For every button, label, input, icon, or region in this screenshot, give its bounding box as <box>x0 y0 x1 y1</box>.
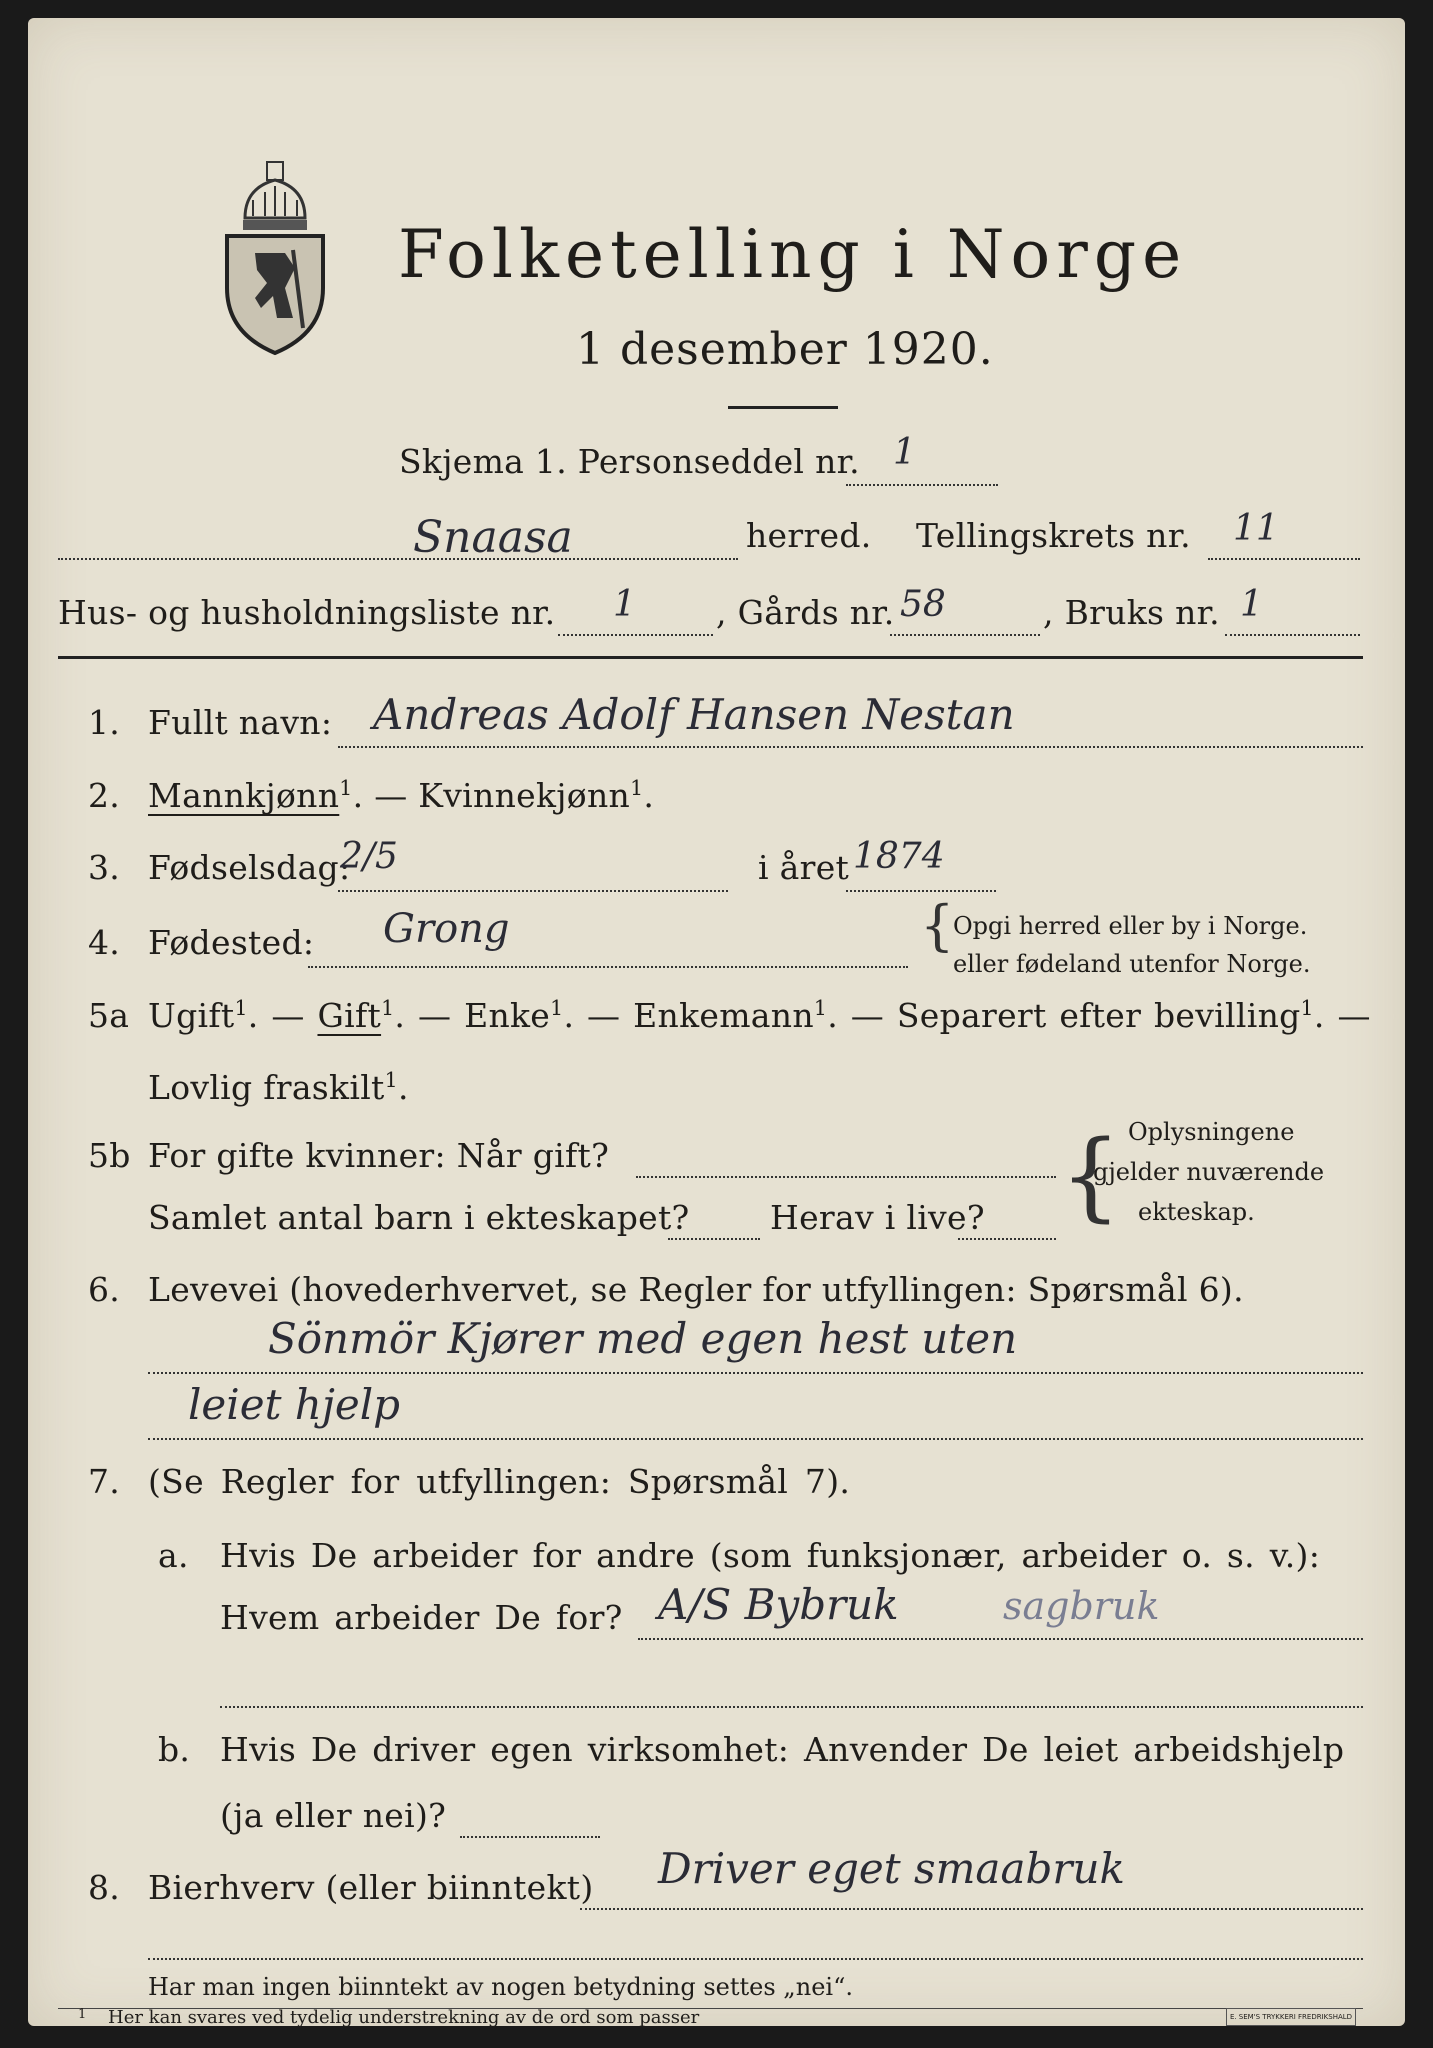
schema-label: Skjema 1. Personseddel nr. <box>399 442 860 481</box>
bruks-value: 1 <box>1240 584 1263 625</box>
q7a-label: Hvis De arbeider for andre (som funksjonær, arbeider o. s. v.): <box>220 1536 1321 1575</box>
q4-birthplace-value: Grong <box>383 906 510 952</box>
q7a-employer-value: A/S Bybruk <box>658 1580 899 1629</box>
tellingskrets-label: Tellingskrets nr. <box>916 516 1191 555</box>
footnote-text: Her kan svares ved tydelig understrekning av de ord som passer <box>108 2007 700 2028</box>
schema-nr-line <box>846 484 998 486</box>
q7-number: 7. <box>88 1462 121 1501</box>
q3-label: Fødselsdag: <box>148 848 351 887</box>
q6-number: 6. <box>88 1270 121 1309</box>
q8-side-income-value: Driver eget smaabruk <box>658 1844 1125 1893</box>
q4-note-line1: Opgi herred eller by i Norge. <box>953 912 1308 940</box>
q5b-children-line <box>668 1238 760 1240</box>
bruks-label: , Bruks nr. <box>1043 593 1220 632</box>
q5b-note-line2: gjelder nuværende <box>1093 1158 1325 1186</box>
husholdningsliste-label: Hus- og husholdningsliste nr. <box>58 593 556 632</box>
q8-line <box>580 1908 1363 1910</box>
q2-kvinnekjonn: — Kvinnekjønn <box>374 776 631 815</box>
husholdningsliste-value: 1 <box>613 584 636 625</box>
q7a-extra-line <box>220 1706 1363 1708</box>
gards-line <box>890 634 1040 636</box>
q2-mannkjonn-underlined: Mannkjønn <box>148 776 340 815</box>
husholdningsliste-line <box>558 634 713 636</box>
q8-extra-line <box>148 1958 1363 1960</box>
q6-line1 <box>148 1372 1363 1374</box>
bruks-line <box>1225 634 1360 636</box>
q5b-note-line1: Oplysningene <box>1128 1118 1295 1146</box>
q3-birthday-value: 2/5 <box>340 836 398 877</box>
census-date: 1 desember 1920. <box>576 324 994 375</box>
q5b-brace: { <box>1060 1120 1122 1232</box>
q5a-number: 5a <box>88 996 130 1035</box>
form-title: Folketelling i Norge <box>398 216 1188 293</box>
q5b-label-alive: Herav i live? <box>770 1198 985 1237</box>
q5a-marital-options: Ugift$^1$. — Gift$^1$. — Enke$^1$. — Enkemann$^1$. — Separert efter bevilling$^1$. — <box>148 996 1371 1035</box>
q7a-who-line <box>638 1638 1363 1640</box>
q3-year-value: 1874 <box>853 836 945 877</box>
q4-brace: { <box>920 894 955 957</box>
q6-line2 <box>148 1438 1363 1440</box>
q4-note-line2: eller fødeland utenfor Norge. <box>953 950 1311 978</box>
q1-full-name-value: Andreas Adolf Hansen Nestan <box>373 690 1015 739</box>
q1-line <box>338 746 1363 748</box>
q5a-fraskilt: Lovlig fraskilt$^1$. <box>148 1068 409 1107</box>
q8-number: 8. <box>88 1868 121 1907</box>
q5b-alive-line <box>958 1238 1056 1240</box>
q1-number: 1. <box>88 703 121 742</box>
q2-sex-options: Mannkjønn$^1$. — Kvinnekjønn$^1$. <box>148 776 655 815</box>
q4-line <box>308 966 908 968</box>
title-divider <box>728 406 838 409</box>
q1-label: Fullt navn: <box>148 703 333 742</box>
q3-birthday-line <box>338 890 728 892</box>
q7b-line <box>460 1836 600 1838</box>
q4-number: 4. <box>88 923 121 962</box>
tellingskrets-value: 11 <box>1233 508 1279 549</box>
coat-of-arms-icon <box>215 158 335 358</box>
q7-label: (Se Regler for utfyllingen: Spørsmål 7). <box>148 1462 851 1501</box>
nei-note: Har man ingen biinntekt av nogen betydning settes „nei“. <box>148 1973 853 2001</box>
herred-label: herred. <box>746 516 872 555</box>
q8-label: Bierhverv (eller biinntekt) <box>148 1868 594 1907</box>
q3-number: 3. <box>88 848 121 887</box>
q3-year-line <box>846 890 996 892</box>
header-separator <box>58 656 1363 659</box>
herred-value: Snaasa <box>413 512 573 563</box>
q6-occupation-value-line1: Sönmör Kjører med egen hest uten <box>268 1314 1018 1363</box>
census-form-page <box>28 18 1405 2026</box>
q7a-employer-annotation: sagbruk <box>1003 1584 1160 1628</box>
schema-nr-value: 1 <box>893 432 916 473</box>
footnote-number: 1 <box>78 2007 87 2022</box>
q7b-label: Hvis De driver egen virksomhet: Anvender De leiet arbeidshjelp <box>220 1730 1345 1769</box>
q7b-letter: b. <box>158 1730 191 1769</box>
q4-label: Fødested: <box>148 923 315 962</box>
q7a-letter: a. <box>158 1536 189 1575</box>
q7b-label-yes-no: (ja eller nei)? <box>220 1796 447 1835</box>
herred-line <box>58 558 738 560</box>
q5b-label-children: Samlet antal barn i ekteskapet? <box>148 1198 690 1237</box>
tellingskrets-line <box>1208 558 1360 560</box>
q5b-when-married-line <box>636 1176 1056 1178</box>
gards-value: 58 <box>900 584 946 625</box>
q5b-note-line3: ekteskap. <box>1138 1198 1255 1226</box>
q6-label: Levevei (hovederhvervet, se Regler for utfyllingen: Spørsmål 6). <box>148 1270 1244 1309</box>
q5b-number: 5b <box>88 1136 131 1175</box>
gards-label: , Gårds nr. <box>716 593 895 632</box>
q2-number: 2. <box>88 776 121 815</box>
q6-occupation-value-line2: leiet hjelp <box>188 1380 401 1429</box>
q5a-gift-underlined: Gift <box>317 996 382 1035</box>
q3-year-label: i året <box>758 848 850 887</box>
q5b-label-when-married: For gifte kvinner: Når gift? <box>148 1136 610 1175</box>
printer-stamp: E. SEM'S TRYKKERI FREDRIKSHALD <box>1226 2008 1356 2026</box>
q7a-who-label: Hvem arbeider De for? <box>220 1598 623 1637</box>
